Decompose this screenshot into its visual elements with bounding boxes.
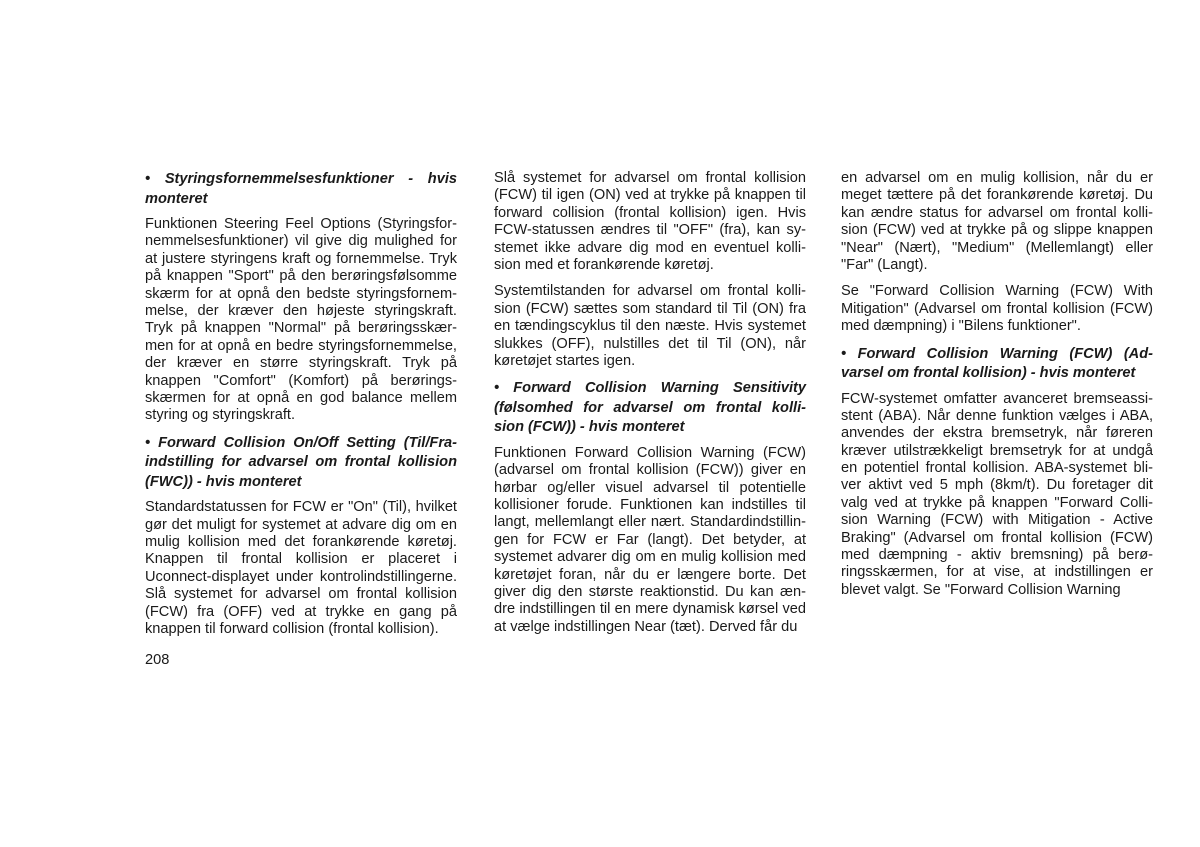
text-line: Slå systemet for advarsel om frontal kollision xyxy=(145,586,457,603)
text-line: stemet ikke advare dig mod en eventuel kolli- xyxy=(494,239,806,256)
page-number: 208 xyxy=(145,652,170,668)
text-line: indstilling for advarsel om frontal kollision xyxy=(145,454,457,471)
body-paragraph xyxy=(145,499,457,638)
column-middle xyxy=(494,170,806,645)
text-line: Braking" (Advarsel om frontal kollision (FCW) xyxy=(841,529,1153,546)
text-line: mulig kollision med det forankørende køretøj. xyxy=(145,533,457,550)
text-line: melse, der kræver den højeste styringskraft. xyxy=(145,302,457,319)
text-line: (FCW) fra (OFF) ved at trykke en gang på xyxy=(145,603,457,620)
text-line: Se "Forward Collision Warning (FCW) With xyxy=(841,283,1153,300)
text-line: kollisioner forude. Funktionen kan indstilles til xyxy=(494,496,806,513)
text-line: (FCW) til igen (ON) ved at trykke på knappen til xyxy=(494,187,806,204)
text-line: meget tættere på det forankørende køretøj. Du xyxy=(841,187,1153,204)
text-line: med dæmpning) i "Bilens funktioner". xyxy=(841,318,1081,335)
text-line: køretøjet startes igen. xyxy=(494,352,636,369)
text-line: nemmelsesfunktioner) vil give dig mulighed for xyxy=(145,233,457,250)
text-line: FCW-systemet omfatter avanceret bremseassi- xyxy=(841,390,1153,407)
text-line: hørbar og/eller visuel advarsel til potentielle xyxy=(494,479,806,496)
text-line: en advarsel om en mulig kollision, når du er xyxy=(841,170,1153,186)
text-line: at vælge indstillingen Near (tæt). Derved får du xyxy=(494,618,798,635)
text-line: kræver utilstrækkeligt bremsetryk for at undgå xyxy=(841,442,1153,459)
text-line: langt, mellemlangt eller nært. Standardindstillin- xyxy=(494,514,806,531)
text-line: men for at opnå en bedre styringsfornemmelse, xyxy=(145,337,457,354)
text-line: sion (FCW)) - hvis monteret xyxy=(494,419,685,436)
text-line: gen for FCW er Far (langt). Det betyder, at xyxy=(494,531,806,548)
text-line: Funktionen Forward Collision Warning (FCW) xyxy=(494,444,806,461)
text-line: sion Warning (FCW) with Mitigation - Active xyxy=(841,512,1153,529)
text-line: kan ændre status for advarsel om frontal kolli- xyxy=(841,204,1153,221)
text-line: Systemtilstanden for advarsel om frontal kolli- xyxy=(494,283,806,300)
text-line: sion med et forankørende køretøj. xyxy=(494,256,714,273)
text-line: forward collision (frontal kollision) igen. Hvis xyxy=(494,204,806,221)
text-line: knappen til forward collision (frontal kollision). xyxy=(145,620,439,637)
text-line: slukkes (OFF), nulstilles det til Til (ON), når xyxy=(494,335,806,352)
text-line: sion (FCW) sættes som standard til Til (ON) fra xyxy=(494,300,806,317)
body-paragraph xyxy=(841,283,1153,335)
body-paragraph xyxy=(841,170,1153,274)
text-line: skærmen for at opnå en god balance mellem xyxy=(145,389,457,406)
body-paragraph xyxy=(494,445,806,636)
text-line: styring og styringskraft. xyxy=(145,407,296,424)
text-line: giver dig den største reaktionstid. Du kan æn- xyxy=(494,583,806,600)
text-line: (FWC)) - hvis monteret xyxy=(145,473,302,490)
text-line: stent (ABA). Når denne funktion vælges i ABA, xyxy=(841,407,1153,424)
text-line: gør det muligt for systemet at advare dig om en xyxy=(145,516,457,533)
text-line: • Styringsfornemmelsesfunktioner - hvis xyxy=(145,171,457,187)
text-line: valg ved at trykke på knappen "Forward Colli- xyxy=(841,494,1153,511)
section-heading xyxy=(145,434,457,493)
column-left xyxy=(145,170,457,647)
text-line: dre indstillingen til en mere dynamisk kørsel ved xyxy=(494,601,806,618)
body-paragraph xyxy=(494,170,806,274)
text-line: Tryk på knappen "Normal" på berøringsskær- xyxy=(145,320,457,337)
text-line: blevet valgt. Se "Forward Collision Warning xyxy=(841,581,1121,598)
text-line: Standardstatussen for FCW er "On" (Til), hvilket xyxy=(145,499,457,516)
text-line: ver aktivt ved 5 mph (8km/t). Du foretager dit xyxy=(841,477,1153,494)
text-line: (advarsel om frontal kollision (FCW)) giver en xyxy=(494,462,806,479)
text-line: knappen "Comfort" (Komfort) på berørings- xyxy=(145,372,457,389)
section-heading xyxy=(841,345,1153,384)
text-line: anvendes der ekstra bremsetryk, når føreren xyxy=(841,425,1153,442)
text-line: varsel om frontal kollision) - hvis monteret xyxy=(841,365,1136,382)
text-line: skærm for at opnå den bedste styringsfornem- xyxy=(145,285,457,302)
column-right xyxy=(841,170,1153,608)
text-line: en tændingscyklus til den næste. Hvis systemet xyxy=(494,318,806,335)
text-line: Knappen til frontal kollision er placeret i xyxy=(145,551,457,568)
text-line: (følsomhed for advarsel om frontal kolli- xyxy=(494,399,806,416)
text-line: • Forward Collision Warning (FCW) (Ad- xyxy=(841,345,1153,362)
text-line: • Forward Collision On/Off Setting (Til/Fra- xyxy=(145,434,457,451)
text-line: med dæmpning - aktiv bremsning) på berø- xyxy=(841,547,1153,564)
text-line: Uconnect-displayet under kontrolindstillingerne. xyxy=(145,568,457,585)
text-line: FCW-statussen ændres til "OFF" (fra), kan sy- xyxy=(494,222,806,239)
body-paragraph xyxy=(145,216,457,425)
text-line: "Near" (Nært), "Medium" (Mellemlangt) eller xyxy=(841,239,1153,256)
text-line: på knappen "Sport" på den berøringsfølsomme xyxy=(145,268,457,285)
body-paragraph xyxy=(841,391,1153,600)
text-line: Mitigation" (Advarsel om frontal kollision (FCW) xyxy=(841,300,1153,317)
text-line: monteret xyxy=(145,190,208,207)
text-line: systemet advarer dig om en mulig kollision med xyxy=(494,549,806,566)
text-line: at justere styringens kraft og fornemmelse. Tryk xyxy=(145,250,457,267)
text-line: der kræver en større styringskraft. Tryk på xyxy=(145,355,457,372)
text-line: ringsskærmen, for at vise, at indstillingen er xyxy=(841,564,1153,581)
text-line: en potentiel frontal kollision. ABA-systemet bli- xyxy=(841,460,1153,477)
text-line: sion (FCW) ved at trykke på og slippe knappen xyxy=(841,222,1153,239)
body-paragraph xyxy=(494,283,806,370)
section-heading xyxy=(145,170,457,209)
text-line: køretøjet foran, når du er længere borte. Det xyxy=(494,566,806,583)
text-line: "Far" (Langt). xyxy=(841,256,928,273)
text-line: Funktionen Steering Feel Options (Styringsfor- xyxy=(145,216,457,232)
text-line: Slå systemet for advarsel om frontal kollision xyxy=(494,170,806,186)
section-heading xyxy=(494,379,806,438)
text-line: • Forward Collision Warning Sensitivity xyxy=(494,380,806,397)
